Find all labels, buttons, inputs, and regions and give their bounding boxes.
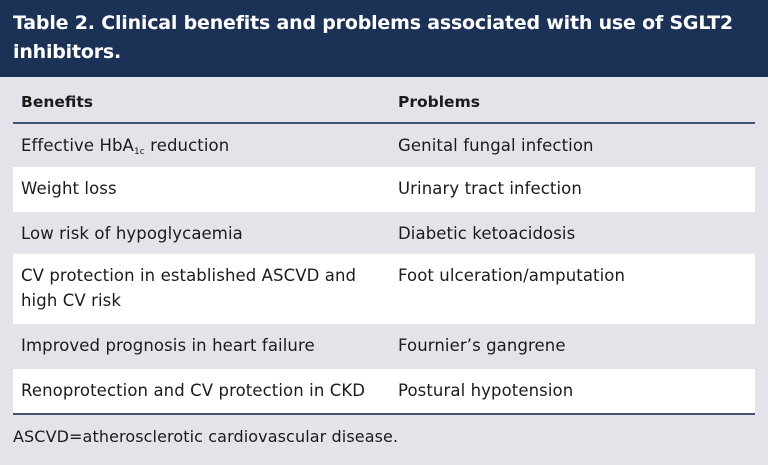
header-benefits: Benefits (21, 93, 93, 111)
benefit-cell: CV protection in established ASCVD and high CV risk (21, 266, 357, 310)
table-row (13, 369, 755, 413)
problem-cell: Foot ulceration/amputation (398, 266, 626, 285)
benefit-cell: Renoprotection and CV protection in CKD (21, 381, 366, 400)
table-row (13, 254, 755, 324)
benefit-cell: Weight loss (21, 179, 117, 198)
table-row (13, 212, 755, 254)
benefit-cell: Effective HbA$_{1c}$ reduction (21, 136, 230, 157)
problem-cell: Genital fungal infection (398, 136, 594, 155)
table-title: Table 2. Clinical benefits and problems associated with use of SGLT2 inhibitors. (0, 0, 768, 77)
header-problems: Problems (398, 93, 480, 111)
problem-cell: Postural hypotension (398, 381, 574, 400)
problem-cell: Fournier’s gangrene (398, 336, 566, 355)
benefits-problems-table (13, 83, 755, 413)
benefit-cell: Low risk of hypoglycaemia (21, 224, 243, 243)
table-header-row (13, 83, 755, 124)
table-row (13, 167, 755, 212)
table-footnote: ASCVD=atherosclerotic cardiovascular disease. (13, 427, 399, 446)
table-bottom-rule (13, 413, 755, 415)
problem-cell: Urinary tract infection (398, 179, 582, 198)
table-row (13, 124, 755, 167)
benefit-cell: Improved prognosis in heart failure (21, 336, 315, 355)
table-row (13, 324, 755, 369)
problem-cell: Diabetic ketoacidosis (398, 224, 576, 243)
